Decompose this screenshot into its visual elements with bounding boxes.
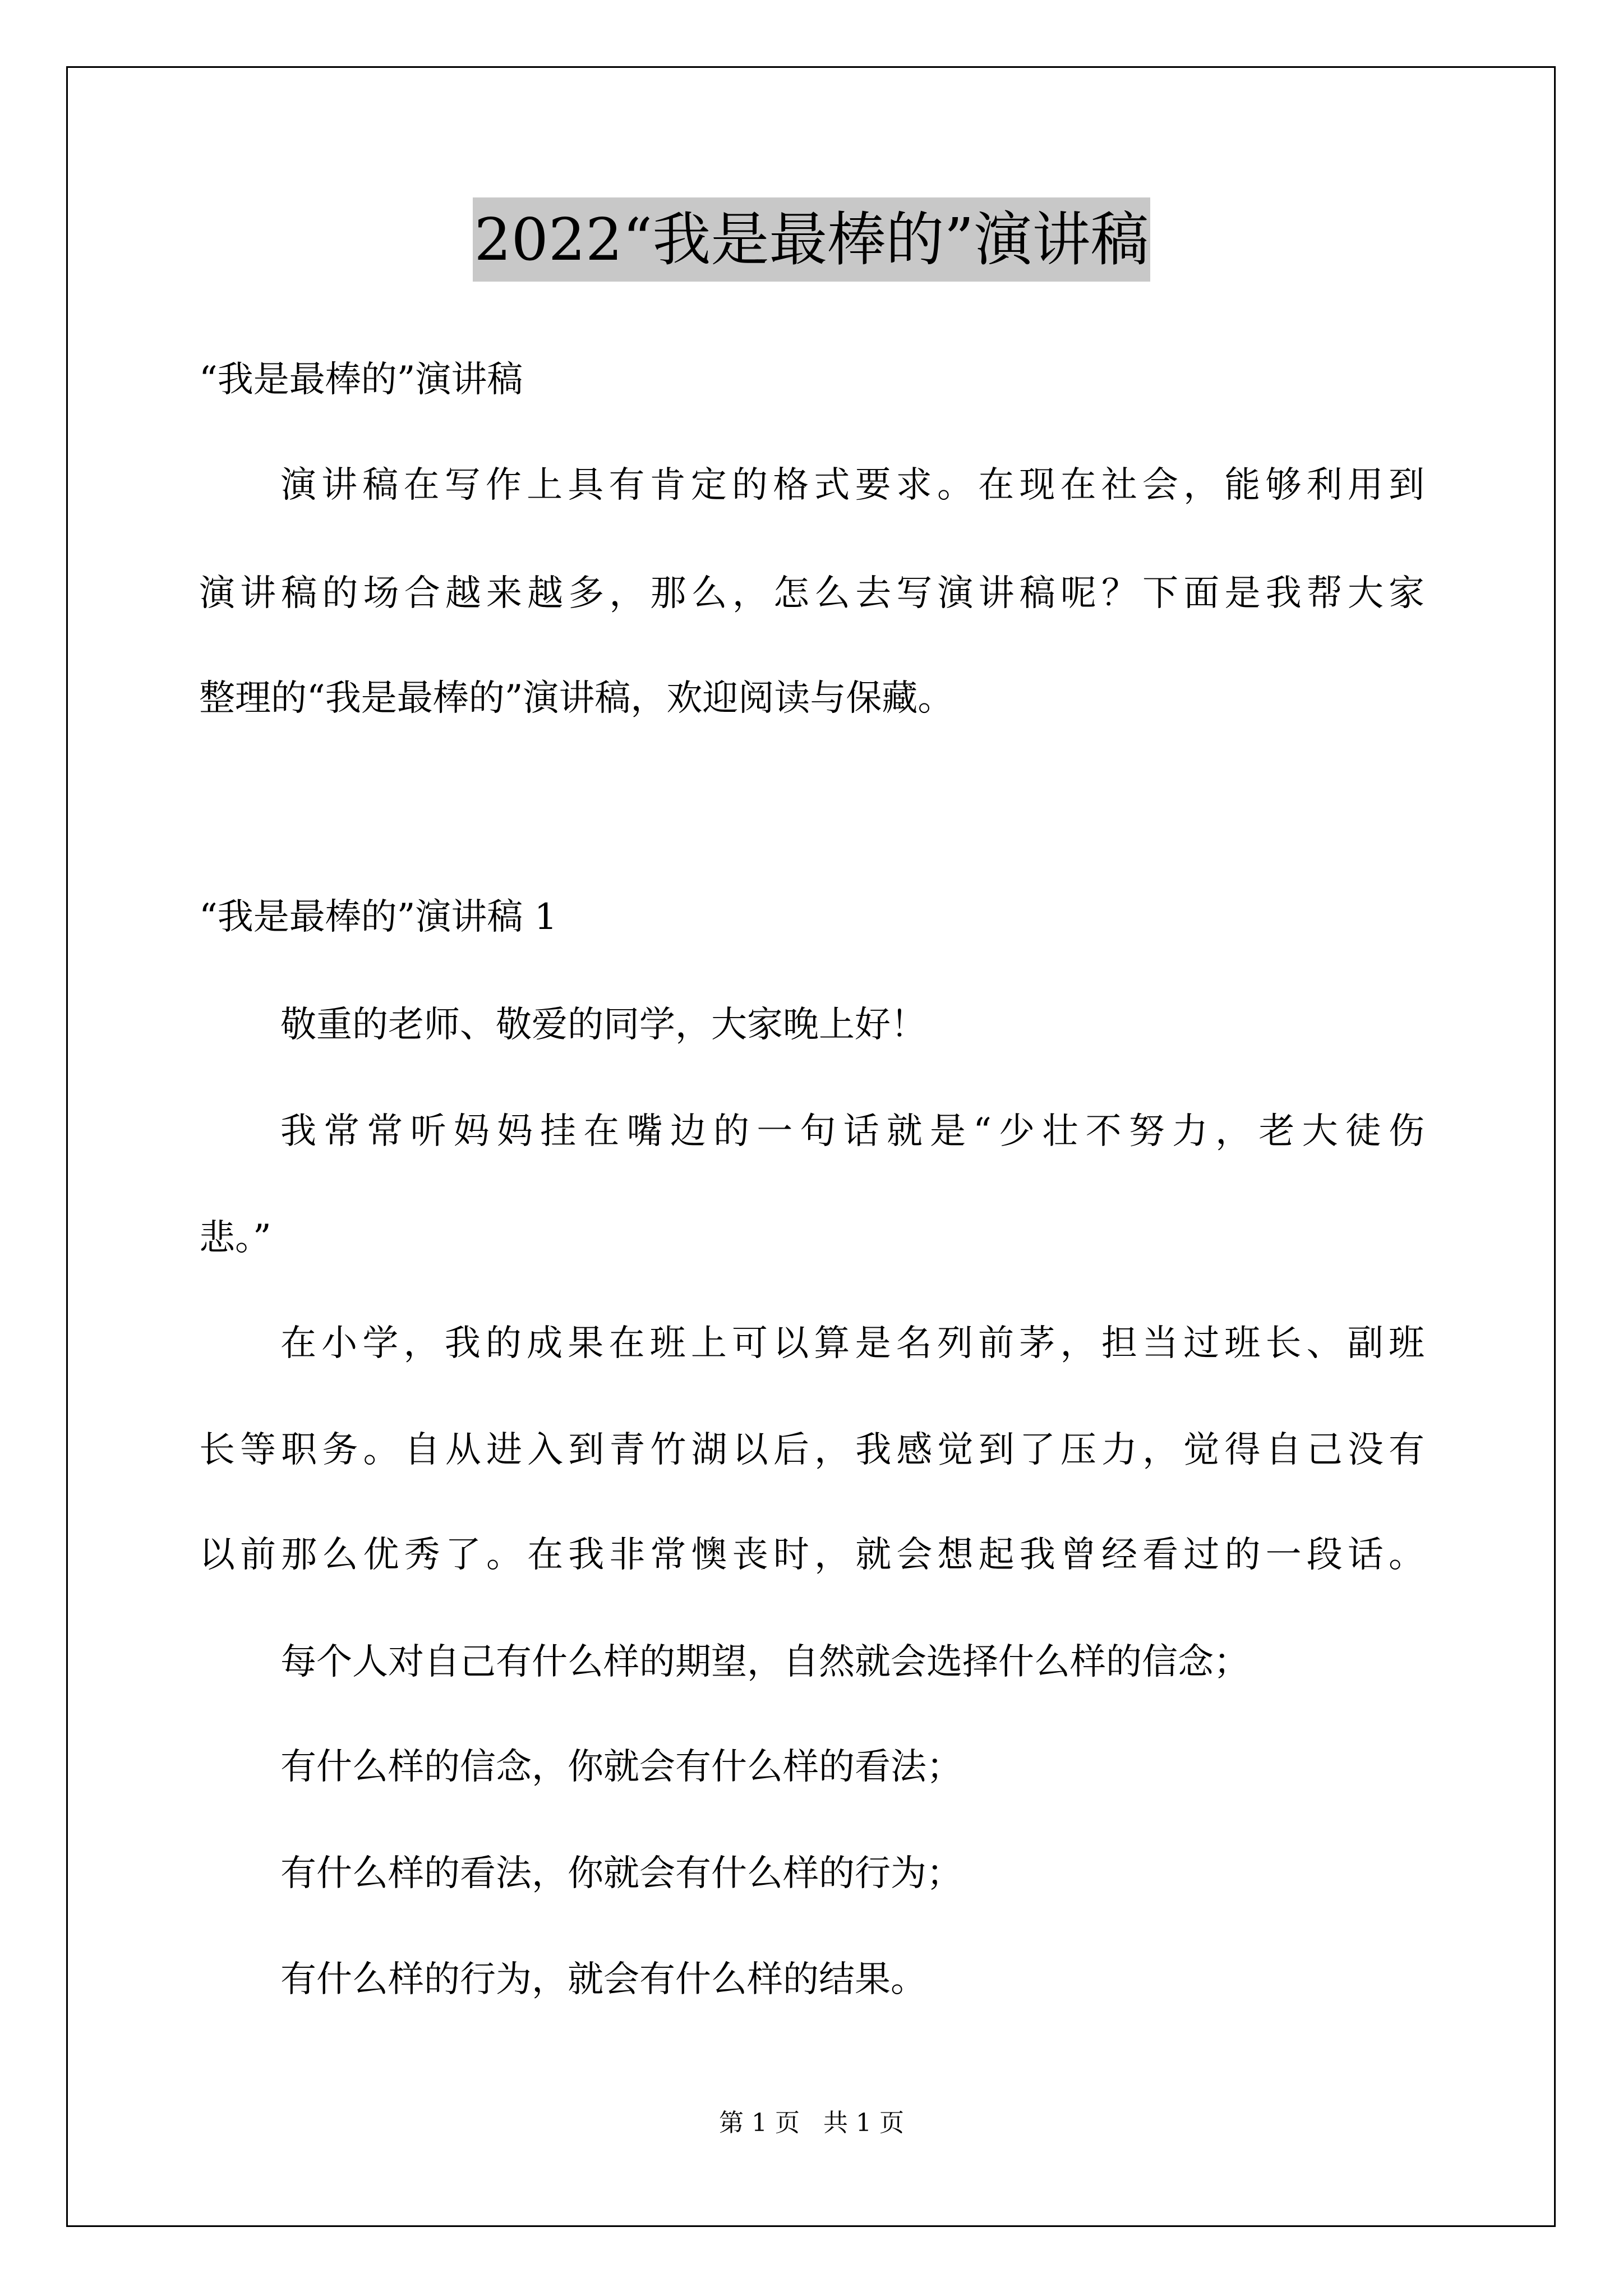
page-total: 共 1 页 bbox=[823, 2109, 904, 2137]
intro-line-2: 演讲稿的场合越来越多，那么，怎么去写演讲稿呢？下面是我帮大家 bbox=[199, 573, 1424, 614]
body-line-9: 有什么样的行为，就会有什么样的结果。 bbox=[280, 1959, 926, 2000]
body-line-3: 在小学，我的成果在班上可以算是名列前茅，担当过班长、副班 bbox=[280, 1323, 1424, 1364]
document-title: 2022“我是最棒的”演讲稿 bbox=[473, 197, 1150, 282]
body-line-4: 长等职务。自从进入到青竹湖以后，我感觉到了压力，觉得自己没有 bbox=[199, 1429, 1424, 1471]
body-line-5: 以前那么优秀了。在我非常懊丧时，就会想起我曾经看过的一段话。 bbox=[199, 1534, 1424, 1576]
body-line-1: 我常常听妈妈挂在嘴边的一句话就是“少壮不努力，老大徒伤 bbox=[280, 1111, 1424, 1152]
title-container bbox=[0, 197, 1623, 282]
greeting-line: 敬重的老师、敬爱的同学，大家晚上好！ bbox=[280, 1004, 926, 1046]
body-line-2: 悲。” bbox=[199, 1217, 271, 1259]
intro-line-3: 整理的“我是最棒的”演讲稿，欢迎阅读与保藏。 bbox=[199, 678, 954, 719]
body-line-8: 有什么样的看法，你就会有什么样的行为； bbox=[280, 1853, 962, 1894]
page-number: 第 1 页 bbox=[719, 2109, 800, 2137]
page-footer bbox=[0, 2106, 1623, 2140]
body-line-7: 有什么样的信念，你就会有什么样的看法； bbox=[280, 1746, 962, 1788]
subtitle-line: “我是最棒的”演讲稿 bbox=[199, 359, 523, 401]
intro-line-1: 演讲稿在写作上具有肯定的格式要求。在现在社会，能够利用到 bbox=[280, 464, 1424, 506]
body-line-6: 每个人对自己有什么样的期望，自然就会选择什么样的信念； bbox=[280, 1641, 1249, 1683]
section-heading: “我是最棒的”演讲稿 1 bbox=[199, 896, 557, 938]
